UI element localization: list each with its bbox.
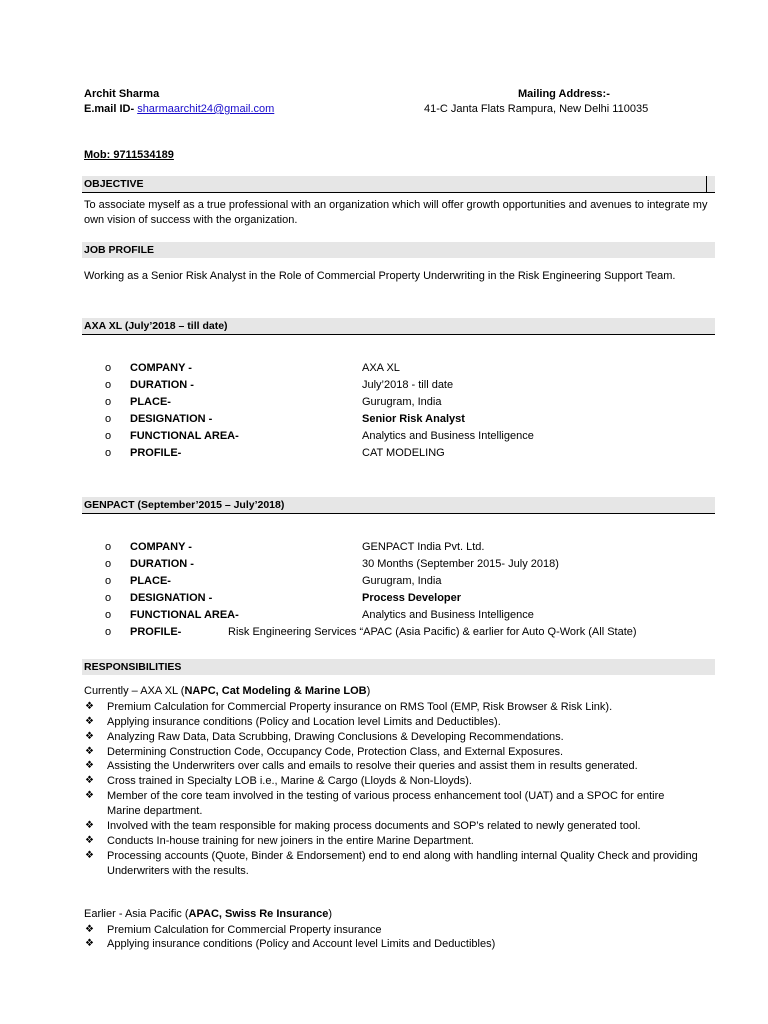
list-bullet: o — [105, 575, 112, 587]
job-profile-text: Working as a Senior Risk Analyst in the Role of Commercial Property Underwriting in the Risk Engineering Support Team. — [84, 270, 676, 282]
detail-value: Senior Risk Analyst — [362, 413, 465, 425]
list-item — [105, 575, 715, 590]
diamond-bullet-icon: ❖ — [85, 790, 94, 801]
list-item: Involved with the team responsible for making process documents and SOP’s related to newly generated tool. — [107, 820, 641, 832]
detail-label: FUNCTIONAL AREA- — [130, 430, 239, 442]
email-label: E.mail ID- — [84, 103, 138, 115]
list-item — [105, 413, 715, 428]
list-bullet: o — [105, 609, 112, 621]
detail-value: Analytics and Business Intelligence — [362, 430, 534, 442]
objective-text: To associate myself as a true professional with an organization which will offer growth opportunities and avenues to integrate my own vision of success with the organization. — [84, 199, 708, 226]
list-item — [105, 396, 715, 411]
detail-value: Process Developer — [362, 592, 462, 604]
objective-heading — [82, 176, 715, 193]
list-item: Premium Calculation for Commercial Property insurance — [107, 924, 382, 936]
detail-value: GENPACT India Pvt. Ltd. — [362, 541, 485, 553]
detail-label: DURATION - — [130, 558, 194, 570]
diamond-bullet-icon: ❖ — [85, 938, 94, 949]
list-item — [105, 362, 715, 377]
current-role-prefix: Currently – AXA XL ( — [84, 685, 185, 697]
diamond-bullet-icon: ❖ — [85, 716, 94, 727]
list-item: Cross trained in Specialty LOB i.e., Marine & Cargo (Lloyds & Non-Lloyds). — [107, 775, 472, 787]
list-bullet: o — [105, 396, 112, 408]
current-role-line — [84, 685, 370, 697]
list-item — [105, 541, 715, 556]
axa-heading — [82, 318, 715, 335]
list-item: Applying insurance conditions (Policy and Account level Limits and Deductibles) — [107, 938, 496, 950]
divider — [706, 176, 707, 192]
detail-value: July’2018 - till date — [362, 379, 454, 391]
diamond-bullet-icon: ❖ — [85, 835, 94, 846]
detail-value: AXA XL — [362, 362, 400, 374]
diamond-bullet-icon: ❖ — [85, 701, 94, 712]
list-item — [105, 379, 715, 394]
detail-label: COMPANY - — [130, 362, 192, 374]
detail-label: DESIGNATION - — [130, 413, 213, 425]
detail-value: CAT MODELING — [362, 447, 445, 459]
detail-value: Gurugram, India — [362, 396, 442, 408]
detail-label: PROFILE- — [130, 447, 182, 459]
list-item — [105, 447, 715, 462]
list-bullet: o — [105, 626, 112, 638]
list-item: Assisting the Underwriters over calls and emails to resolve their queries and assist them in results generated. — [107, 760, 638, 772]
list-item: Premium Calculation for Commercial Property insurance on RMS Tool (EMP, Risk Browser & Risk Link). — [107, 701, 613, 713]
detail-label: DESIGNATION - — [130, 592, 213, 604]
list-bullet: o — [105, 430, 112, 442]
candidate-name: Archit Sharma — [84, 88, 160, 100]
detail-label: PLACE- — [130, 575, 171, 587]
list-item — [105, 592, 715, 607]
earlier-role-suffix: ) — [328, 908, 332, 920]
job-profile-heading — [82, 242, 715, 258]
earlier-role-prefix: Earlier - Asia Pacific ( — [84, 908, 189, 920]
list-bullet: o — [105, 413, 112, 425]
list-item: Analyzing Raw Data, Data Scrubbing, Drawing Conclusions & Developing Recommendations. — [107, 731, 564, 743]
detail-label: FUNCTIONAL AREA- — [130, 609, 239, 621]
list-bullet: o — [105, 379, 112, 391]
detail-label: PLACE- — [130, 396, 171, 408]
diamond-bullet-icon: ❖ — [85, 760, 94, 771]
list-item: Processing accounts (Quote, Binder & Endorsement) end to end along with handling internal Quality Check and providing Underwriters with the results. — [107, 850, 698, 877]
mailing-address: 41-C Janta Flats Rampura, New Delhi 110035 — [424, 103, 649, 115]
list-item — [105, 609, 715, 624]
list-item — [105, 430, 715, 445]
mobile-number: Mob: 9711534189 — [84, 149, 174, 161]
email-link[interactable]: sharmaarchit24@gmail.com — [137, 103, 275, 115]
detail-value: 30 Months (September 2015- July 2018) — [362, 558, 559, 570]
diamond-bullet-icon: ❖ — [85, 924, 94, 935]
job-profile-heading-text: JOB PROFILE — [84, 244, 155, 256]
list-item — [105, 626, 715, 641]
diamond-bullet-icon: ❖ — [85, 746, 94, 757]
detail-value: Analytics and Business Intelligence — [362, 609, 534, 621]
detail-label: PROFILE- — [130, 626, 182, 638]
earlier-role-line — [84, 908, 332, 920]
list-item: Conducts In-house training for new joiners in the entire Marine Department. — [107, 835, 474, 847]
detail-label: COMPANY - — [130, 541, 192, 553]
earlier-role-bold: APAC, Swiss Re Insurance — [188, 908, 329, 920]
list-bullet: o — [105, 362, 112, 374]
mailing-address-label: Mailing Address:- — [518, 88, 610, 100]
genpact-heading-text: GENPACT (September’2015 – July’2018) — [84, 499, 285, 511]
list-item: Member of the core team involved in the testing of various process enhancement tool (UAT) and a SPOC for entire Marine department. — [107, 790, 665, 817]
detail-value: Gurugram, India — [362, 575, 442, 587]
diamond-bullet-icon: ❖ — [85, 850, 94, 861]
diamond-bullet-icon: ❖ — [85, 820, 94, 831]
responsibilities-heading — [82, 659, 715, 675]
genpact-heading — [82, 497, 715, 514]
list-bullet: o — [105, 447, 112, 459]
axa-heading-text: AXA XL (July’2018 – till date) — [84, 320, 228, 332]
detail-label: DURATION - — [130, 379, 194, 391]
diamond-bullet-icon: ❖ — [85, 775, 94, 786]
detail-value: Risk Engineering Services “APAC (Asia Pacific) & earlier for Auto Q-Work (All State) — [228, 626, 637, 638]
list-bullet: o — [105, 558, 112, 570]
list-item: Applying insurance conditions (Policy and Location level Limits and Deductibles). — [107, 716, 501, 728]
responsibilities-heading-text: RESPONSIBILITIES — [84, 661, 182, 673]
list-bullet: o — [105, 541, 112, 553]
diamond-bullet-icon: ❖ — [85, 731, 94, 742]
objective-heading-text: OBJECTIVE — [84, 178, 144, 190]
list-item — [105, 558, 715, 573]
current-role-bold: NAPC, Cat Modeling & Marine LOB — [184, 685, 367, 697]
email-line — [84, 103, 274, 115]
list-item: Determining Construction Code, Occupancy Code, Protection Class, and External Exposures. — [107, 746, 564, 758]
list-bullet: o — [105, 592, 112, 604]
current-role-suffix: ) — [366, 685, 371, 697]
